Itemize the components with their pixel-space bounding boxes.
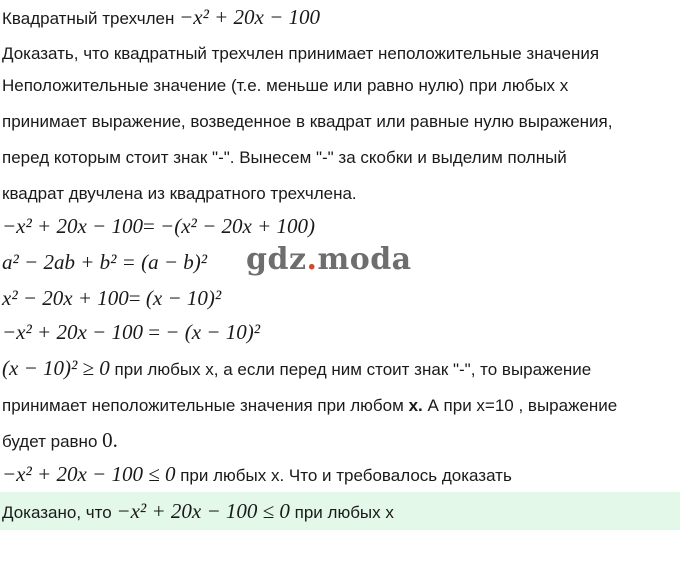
step3-eq: = [148, 320, 161, 344]
answer-math: −x² + 20x − 100 ≤ 0 [116, 499, 290, 523]
explanation-line-3: перед которым стоит знак "-". Вынесем "-" за скобки и выделим полный [2, 148, 567, 167]
step2-lhs: x² − 20x + 100 [2, 286, 129, 310]
conclusion-math: (x − 10)² ≥ 0 [2, 356, 110, 380]
conclusion-text-3-pre: будет равно [2, 432, 98, 451]
task-statement: Доказать, что квадратный трехчлен принимает неположительные значения [2, 44, 600, 63]
conclusion-line-1 [2, 356, 591, 382]
conclusion-line-2 [2, 394, 617, 418]
conclusion-text-2-post: А при x=10 , выражение [427, 396, 618, 415]
conclusion-line-3 [2, 428, 118, 454]
watermark-logo [246, 242, 412, 277]
conclusion-text-2-pre: принимает неположительные значения при любом [2, 396, 404, 415]
title-line [2, 5, 320, 31]
step3-lhs: −x² + 20x − 100 [2, 320, 143, 344]
title-text: Квадратный трехчлен [2, 9, 175, 28]
step3-equation [2, 320, 260, 344]
step1-lhs: −x² + 20x − 100 [2, 214, 143, 238]
explanation-line-2: принимает выражение, возведенное в квадрат или равные нулю выражения, [2, 112, 613, 131]
conclusion-text-3-math: 0. [102, 428, 118, 452]
step2-equation [2, 286, 221, 310]
step2-rhs: (x − 10)² [145, 286, 222, 310]
watermark-dot: . [306, 242, 318, 277]
step2-eq: = [128, 286, 141, 310]
final-text: при любых x. Что и требовалось доказать [180, 466, 512, 485]
step1-eq: = [142, 214, 155, 238]
final-math: −x² + 20x − 100 ≤ 0 [2, 462, 176, 486]
conclusion-text-1: при любых x, а если перед ним стоит знак "-", то выражение [114, 360, 592, 379]
answer-post: при любых x [294, 503, 394, 522]
step1-rhs: −(x² − 20x + 100) [160, 214, 315, 238]
conclusion-final [2, 462, 512, 488]
explanation-line-1: Неположительные значение (т.е. меньше или равно нулю) при любых x [2, 76, 569, 95]
answer-box [0, 492, 680, 530]
identity-formula: a² − 2ab + b² = (a − b)² [2, 250, 208, 274]
step3-rhs: − (x − 10)² [165, 320, 260, 344]
answer-line [2, 499, 394, 525]
conclusion-text-2-x: x. [408, 396, 423, 415]
watermark-part2: moda [317, 242, 412, 277]
step1-equation [2, 214, 315, 238]
explanation-line-4: квадрат двучлена из квадратного трехчлена. [2, 184, 357, 203]
title-math: −x² + 20x − 100 [179, 5, 321, 29]
watermark-part1: gdz [246, 242, 307, 277]
answer-pre: Доказано, что [2, 503, 112, 522]
